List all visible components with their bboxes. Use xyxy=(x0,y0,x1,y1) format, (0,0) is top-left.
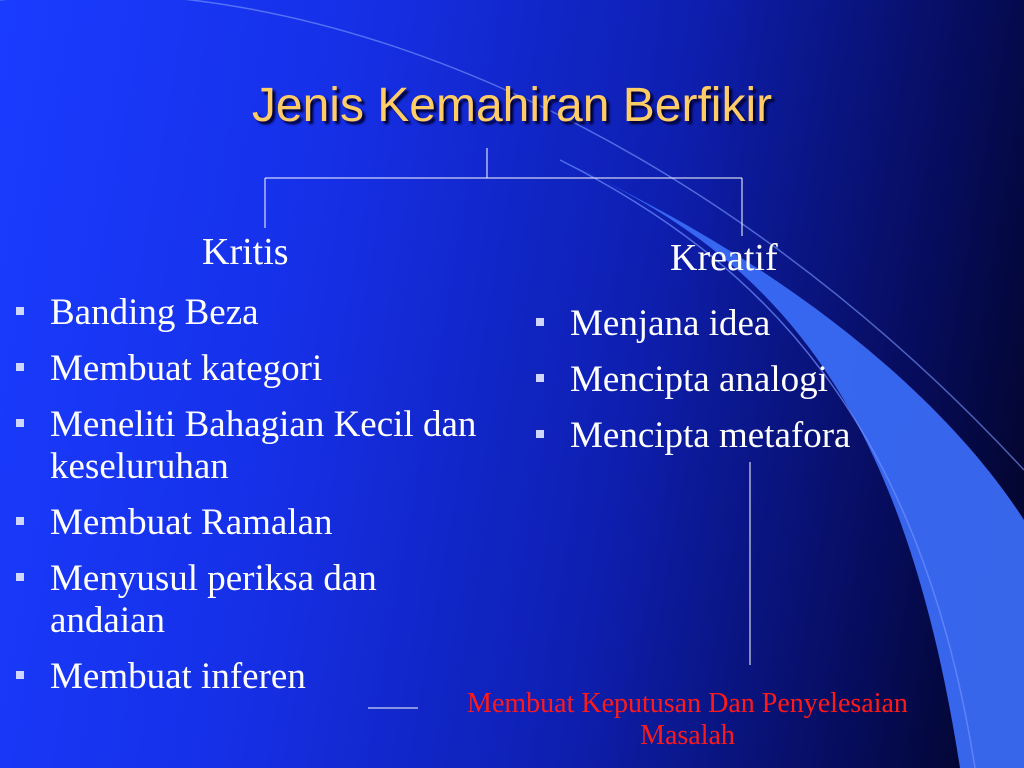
list-item xyxy=(12,502,482,544)
list-item-text: Membuat inferen xyxy=(50,656,306,697)
result-line-2: Masalah xyxy=(640,720,735,751)
list-item-text: Mencipta analogi xyxy=(570,359,828,400)
kritis-list xyxy=(12,292,482,712)
list-item-text: Banding Beza xyxy=(50,292,259,333)
kreatif-list xyxy=(532,303,992,471)
list-item-text: Membuat Ramalan xyxy=(50,502,333,543)
list-item xyxy=(12,558,482,642)
square-bullet-icon xyxy=(536,318,544,326)
square-bullet-icon xyxy=(536,430,544,438)
list-item xyxy=(532,415,992,457)
list-item xyxy=(12,404,482,488)
list-item xyxy=(12,348,482,390)
list-item-text: Mencipta metafora xyxy=(570,415,851,456)
list-item xyxy=(12,656,482,698)
square-bullet-icon xyxy=(16,307,24,315)
page-title: Jenis Kemahiran Berfikir xyxy=(251,79,773,132)
list-item xyxy=(532,303,992,345)
square-bullet-icon xyxy=(16,573,24,581)
result-line-1: Membuat Keputusan Dan Penyelesaian xyxy=(467,688,908,719)
kreatif-heading: Kreatif xyxy=(670,237,778,279)
list-item-text: Membuat kategori xyxy=(50,348,323,389)
square-bullet-icon xyxy=(16,419,24,427)
list-item-text: Meneliti Bahagian Kecil dan keseluruhan xyxy=(50,404,477,487)
list-item xyxy=(532,359,992,401)
square-bullet-icon xyxy=(16,517,24,525)
kritis-heading: Kritis xyxy=(202,231,289,273)
square-bullet-icon xyxy=(536,374,544,382)
square-bullet-icon xyxy=(16,671,24,679)
list-item xyxy=(12,292,482,334)
list-item-text: Menjana idea xyxy=(570,303,771,344)
result-text xyxy=(415,688,960,752)
square-bullet-icon xyxy=(16,363,24,371)
list-item-text: Menyusul periksa dan andaian xyxy=(50,558,377,641)
